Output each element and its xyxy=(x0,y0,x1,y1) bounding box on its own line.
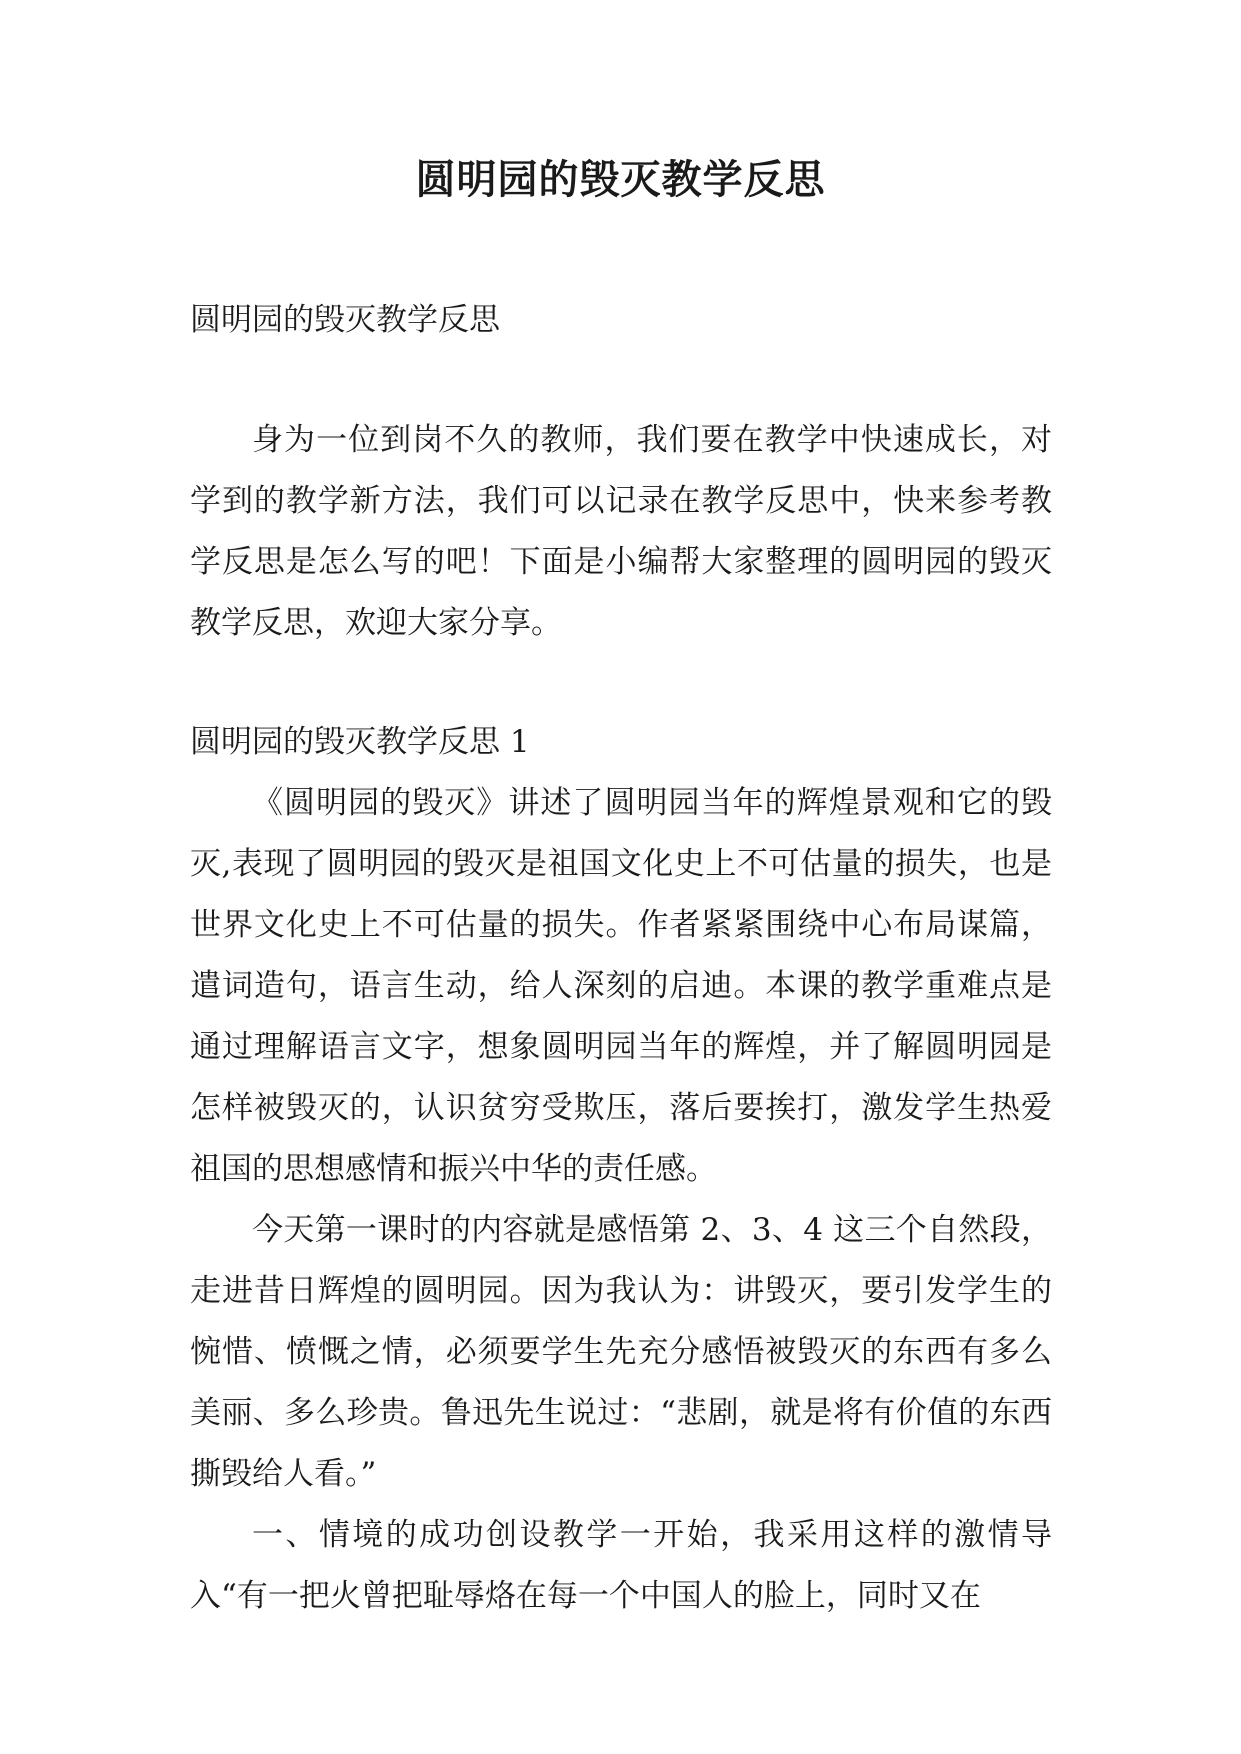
document-subtitle: 圆明园的毁灭教学反思 xyxy=(190,302,500,338)
body-paragraph-3: 一、情境的成功创设教学一开始，我采用这样的激情导入“有一把火曾把耻辱烙在每一个中国人的脸上，同时又在 xyxy=(190,1517,1052,1614)
document-title: 圆明园的毁灭教学反思 xyxy=(415,157,826,203)
body-paragraph-2: 今天第一课时的内容就是感悟第 2、3、4 这三个自然段，走进昔日辉煌的圆明园。因为我认为：讲毁灭，要引发学生的惋惜、愤慨之情，必须要学生先充分感悟被毁灭的东西有多么美丽、多么珍贵。鲁迅先生说过：“悲剧，就是将有价值的东西撕毁给人看。” xyxy=(190,1212,1052,1492)
intro-paragraph: 身为一位到岗不久的教师，我们要在教学中快速成长，对学到的教学新方法，我们可以记录在教学反思中，快来参考教学反思是怎么写的吧！下面是小编帮大家整理的圆明园的毁灭教学反思，欢迎大家分享。 xyxy=(190,422,1052,641)
document-body xyxy=(190,290,1052,1627)
section-heading: 圆明园的毁灭教学反思 1 xyxy=(190,724,530,760)
body-paragraph-1: 《圆明园的毁灭》讲述了圆明园当年的辉煌景观和它的毁灭,表现了圆明园的毁灭是祖国文化史上不可估量的损失，也是世界文化史上不可估量的损失。作者紧紧围绕中心布局谋篇，遣词造句，语言生动，给人深刻的启迪。本课的教学重难点是通过理解语言文字，想象圆明园当年的辉煌，并了解圆明园是怎样被毁灭的，认识贫穷受欺压，落后要挨打，激发学生热爱祖国的思想感情和振兴中华的责任感。 xyxy=(190,785,1052,1187)
